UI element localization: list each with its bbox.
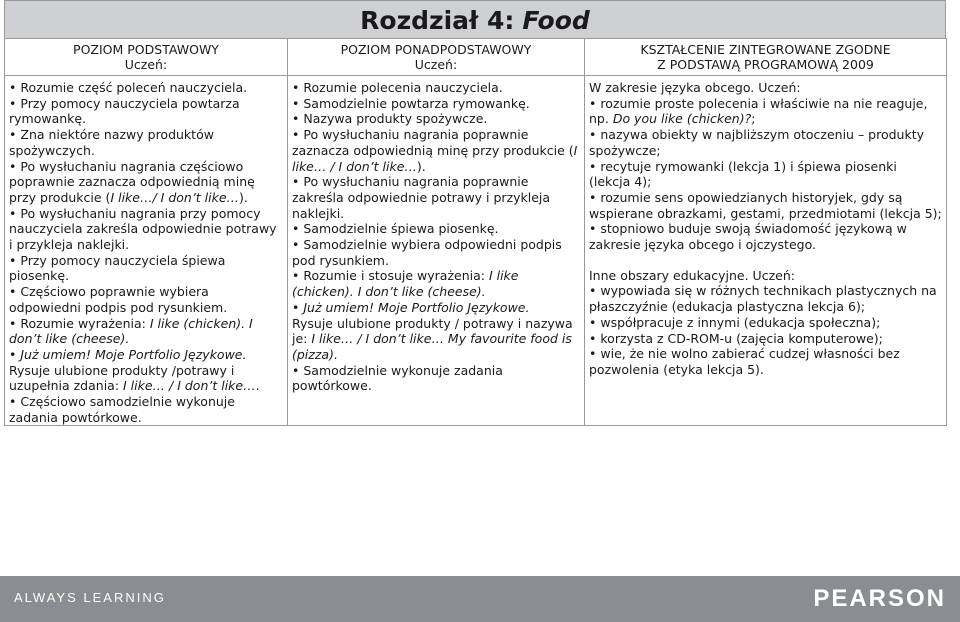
basic-level-cell — [5, 76, 288, 426]
list-item: • Rozumie i stosuje wyrażenia: I like (chicken). I don’t like (cheese). — [292, 268, 580, 299]
text-line: Rysuje ulubione produkty / potrawy i nazywa je: I like… / I don’t like… My favourite food is (pizza). — [292, 315, 573, 362]
list-item: • nazywa obiekty w najbliższym otoczeniu – produkty spożywcze; — [589, 127, 942, 158]
list-item: • Częściowo samodzielnie wykonuje zadania powtórkowe. — [9, 394, 283, 425]
list-item: • Rozumie część poleceń nauczyciela. — [9, 80, 283, 96]
list-item: • rozumie sens opowiedzianych historyjek, gdy są wspierane obrazkami, gestami, przedmiotami (lekcja 5); — [589, 190, 942, 221]
list-item: • Po wysłuchaniu nagrania przy pomocy nauczyciela zakreśla odpowiednie potrawy i przykleja naklejki. — [9, 206, 283, 253]
chapter-title-topic: Food — [522, 5, 590, 35]
list-item: • wypowiada się w różnych technikach plastycznych na płaszczyźnie (edukacja plastyczna lekcja 6); — [589, 283, 942, 314]
integrated-education-cell — [585, 76, 947, 426]
list-item: • Po wysłuchaniu nagrania poprawnie zaznacza odpowiednią minę przy produkcie (I like… / I don’t like…). — [292, 127, 580, 174]
list-item: • Samodzielnie śpiewa piosenkę. — [292, 221, 580, 237]
list-item: • wie, że nie wolno zabierać cudzej własności bez pozwolenia (etyka lekcja 5). — [589, 346, 942, 377]
pearson-logo: PEARSON — [813, 585, 946, 612]
list-item: • Już umiem! Moje Portfolio Językowe. — [9, 347, 283, 363]
footer-bar — [0, 576, 960, 622]
list-item: • Samodzielnie powtarza rymowankę. — [292, 96, 580, 112]
list-item: • współpracuje z innymi (edukacja społeczna); — [589, 315, 942, 331]
list-item: • Nazywa produkty spożywcze. — [292, 111, 580, 127]
list-item: • korzysta z CD-ROM-u (zajęcia komputerowe); — [589, 331, 942, 347]
list-item: • Samodzielnie wybiera odpowiedni podpis pod rysunkiem. — [292, 237, 580, 268]
table-body-row — [5, 76, 947, 426]
text-line: Rysuje ulubione produkty /potrawy i uzupełnia zdania: I like… / I don’t like…. — [9, 362, 260, 394]
list-item: • Po wysłuchaniu nagrania poprawnie zakreśla odpowiednie potrawy i przykleja naklejki. — [292, 174, 580, 221]
header-advanced-level: POZIOM PONADPODSTAWOWY Uczeń: — [288, 39, 585, 76]
footer-slogan: ALWAYS LEARNING — [14, 590, 166, 605]
chapter-title — [4, 0, 946, 39]
list-item: • Przy pomocy nauczyciela śpiewa piosenkę. — [9, 253, 283, 284]
chapter-title-prefix: Rozdział 4: — [360, 5, 515, 35]
list-item: • stopniowo buduje swoją świadomość językową w zakresie języka obcego i ojczystego. — [589, 221, 942, 252]
list-item: • rozumie proste polecenia i właściwie na nie reaguje, np. Do you like (chicken)?; — [589, 96, 942, 127]
header-basic-level: POZIOM PODSTAWOWY Uczeń: — [5, 39, 288, 76]
section-label: W zakresie języka obcego. Uczeń: — [589, 80, 801, 95]
list-item: • Przy pomocy nauczyciela powtarza rymowankę. — [9, 96, 283, 127]
list-item: • Rozumie polecenia nauczyciela. — [292, 80, 580, 96]
list-item: • Rozumie wyrażenia: I like (chicken). I don’t like (cheese). — [9, 316, 283, 347]
header-integrated-education: KSZTAŁCENIE ZINTEGROWANE ZGODNE Z PODSTAWĄ PROGRAMOWĄ 2009 — [585, 39, 947, 76]
table-header-row — [5, 39, 947, 76]
advanced-level-cell — [288, 76, 585, 426]
list-item: • Już umiem! Moje Portfolio Językowe. — [292, 300, 580, 316]
list-item: • Po wysłuchaniu nagrania częściowo poprawnie zaznacza odpowiednią minę przy produkcie (I like…/ I don’t like…). — [9, 159, 283, 206]
list-item: • recytuje rymowanki (lekcja 1) i śpiewa piosenki (lekcja 4); — [589, 159, 942, 190]
list-item: • Zna niektóre nazwy produktów spożywczych. — [9, 127, 283, 158]
spacer — [589, 253, 942, 268]
list-item: • Częściowo poprawnie wybiera odpowiedni podpis pod rysunkiem. — [9, 284, 283, 315]
section-label: Inne obszary edukacyjne. Uczeń: — [589, 267, 795, 283]
list-item: • Samodzielnie wykonuje zadania powtórkowe. — [292, 363, 580, 394]
requirements-table — [4, 38, 947, 426]
